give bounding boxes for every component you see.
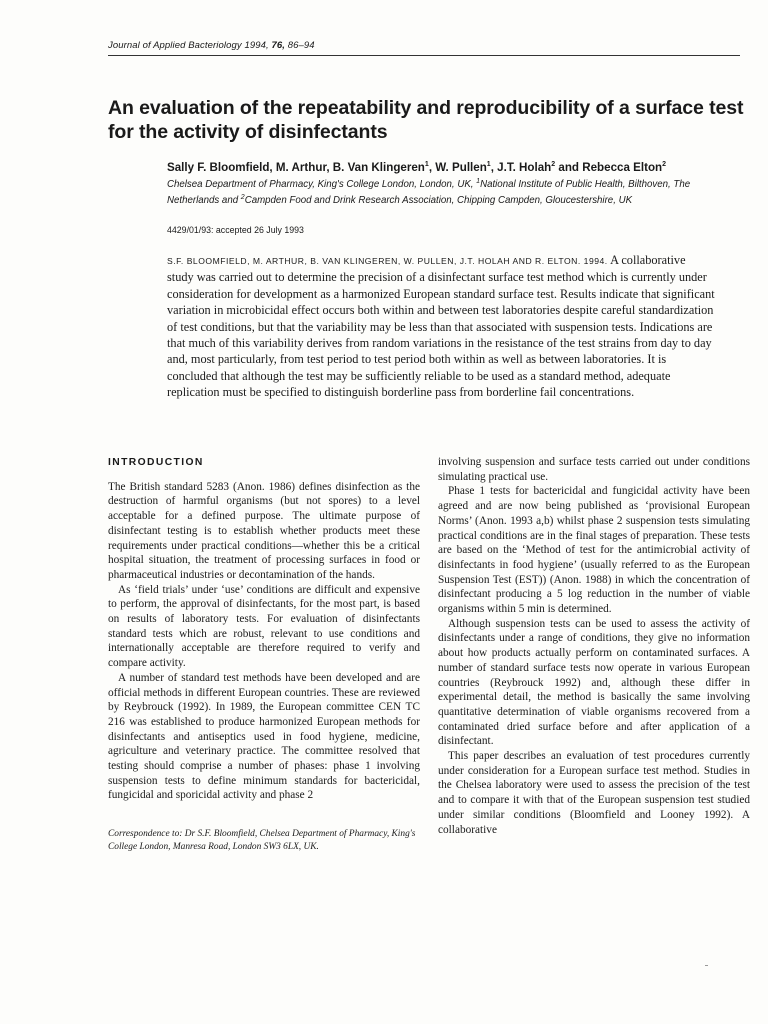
paragraph: A number of standard test methods have been developed and are official methods in different European countries. These are reviewed by Reybrouck (1992). In 1989, the European committee CEN TC 216 was established to produce harmonized European methods for disinfectants and antiseptics used in food hygiene, medicine, agriculture and veterinary practice. The committee resolved that testing should comprise a number of phases: phase 1 involving suspension tests to define minimum standards for bactericidal, fungicidal and sporicidal activity and phase 2: [108, 671, 420, 802]
paragraph: involving suspension and surface tests carried out under conditions simulating practical use.: [438, 456, 750, 483]
abstract-citation: S.F. BLOOMFIELD, M. ARTHUR, B. VAN KLINGEREN, W. PULLEN, J.T. HOLAH AND R. ELTON. 1994.: [167, 256, 608, 266]
paragraph: This paper describes an evaluation of test procedures currently under consideration for a European surface test method. Studies in the Chelsea laboratory were used to assess the precision of the test and to compare it with that of the European suspension test studied under similar conditions (Bloomfield and Looney 1992). A collaborative: [438, 750, 750, 836]
journal-pages: 86–94: [287, 40, 315, 51]
author-text: and Rebecca Elton: [555, 161, 663, 174]
journal-name: Journal of Applied Bacteriology: [108, 40, 242, 51]
article-title: An evaluation of the repeatability and reproducibility of a surface test for the activity of disinfectants: [108, 97, 744, 143]
abstract-text: A collaborative study was carried out to determine the precision of a disinfectant surface test method which is currently under consideration for development as a harmonized European standard surface test. Results indicate that significant variation in microbicidal effect occurs both within and between test laboratories despite careful standardization of test conditions, but that the variability may be less than that associated with suspension tests. Indications are that much of this variability derives from random variations in the resistance of the test strains from day to day and, most particularly, from test period to test period both within as well as between laboratories. It is concluded that although the test may be sufficiently reliable to be used as a standard method, adequate replication must be specified to distinguish borderline pass from borderline fail concentrations.: [167, 253, 715, 400]
author-text: , J.T. Holah: [490, 161, 552, 174]
affiliation-text: Campden Food and Drink Research Association, Chipping Campden, Gloucestershire, UK: [244, 194, 633, 206]
scan-speck: [705, 965, 708, 966]
paragraph: Phase 1 tests for bactericidal and fungicidal activity have been agreed and are now being published as ‘provisional European Norms’ (Anon. 1993 a,b) whilst phase 2 suspension tests simulating practical conditions are in the final stages of preparation. These tests are based on the ‘Method of test for the antimicrobial activity of disinfectants in food hygiene’ (usually referred to as the European Suspension Test (EST)) (Anon. 1988) in which the concentration of disinfectant producing a 5 log reduction in the number of viable organisms within 5 min is determined.: [438, 485, 750, 616]
affiliation-marker: 2: [662, 161, 667, 169]
header-rule: [108, 55, 740, 56]
correspondence-note: Correspondence to: Dr S.F. Bloomfield, Chelsea Department of Pharmacy, King's College London, Manresa Road, London SW3 6LX, UK.: [108, 829, 416, 852]
section-heading: INTRODUCTION: [108, 457, 204, 468]
affiliation-marker: 1: [486, 161, 491, 169]
left-column: [108, 456, 420, 803]
paragraph: The British standard 5283 (Anon. 1986) defines disinfection as the destruction of harmful organisms (but not spores) to a level acceptable for a defined purpose. The ultimate purpose of disinfectant testing is to establish whether products meet these requirements under practical conditions—whether this be a critical hospital situation, the treatment of processing surfaces in food or pharmaceutical industries or decontamination of the hands.: [108, 480, 420, 581]
paragraph: As ‘field trials’ under ‘use’ conditions are difficult and expensive to perform, the approval of disinfectants, for the most part, is based on results of laboratory tests. For evaluation of disinfectants standard tests which are robust, relevant to use conditions and internationally acceptable are therefore required to verify and compare activity.: [108, 583, 420, 670]
author-text: Sally F. Bloomfield, M. Arthur, B. Van Klingeren: [167, 161, 425, 174]
right-column: [438, 455, 750, 837]
paragraph: Although suspension tests can be used to assess the activity of disinfectants under a range of conditions, they give no information about how products actually perform on contaminated surfaces. A number of standard surface tests now operate in various European countries (Reybrouck 1992) and, although these differ in experimental detail, the method is basically the same involving quantitative determination of viable organisms recovered from a contaminated dried surface before and after application of a disinfectant.: [438, 617, 750, 748]
accepted-date: 4429/01/93: accepted 26 July 1993: [167, 225, 304, 235]
affiliation-text: Chelsea Department of Pharmacy, King's College London, London, UK,: [167, 179, 477, 190]
abstract: [167, 252, 715, 401]
affiliation-marker: 2: [240, 193, 245, 201]
affiliation-marker: 1: [476, 177, 481, 185]
journal-year: 1994,: [244, 40, 269, 51]
journal-reference: [108, 40, 315, 51]
affiliations: [167, 177, 737, 209]
affiliation-marker: 1: [424, 161, 429, 169]
journal-volume: 76,: [271, 40, 286, 51]
affiliation-marker: 2: [551, 161, 556, 169]
author-list: [167, 160, 757, 175]
affiliation-text: National Institute of Public Health, Bilthoven, The Netherlands and: [167, 179, 691, 206]
author-text: , W. Pullen: [428, 161, 487, 174]
